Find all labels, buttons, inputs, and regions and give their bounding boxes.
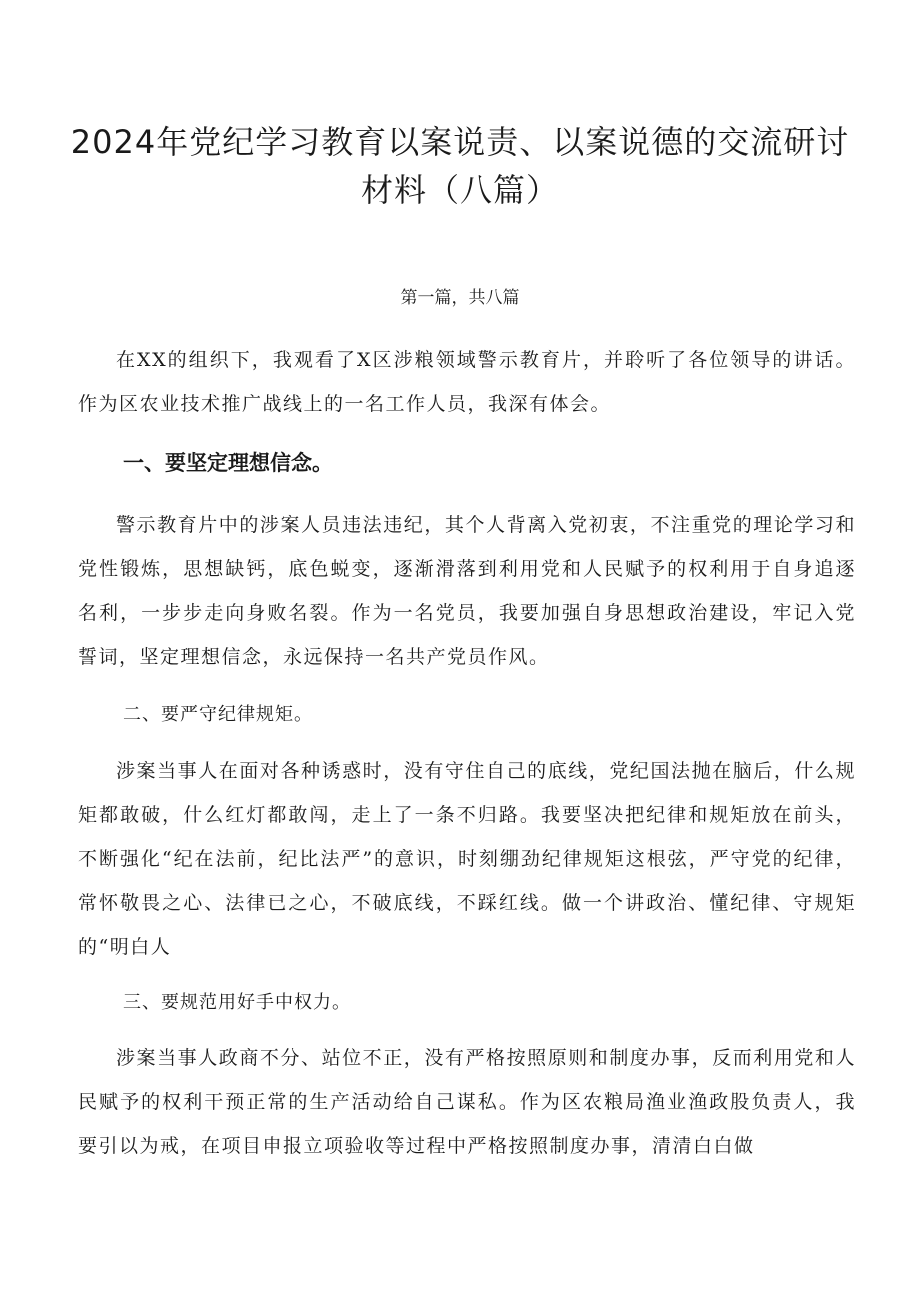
section1-heading: 一、要坚定理想信念。	[123, 451, 333, 475]
section2-heading: 二、要严守纪律规矩。	[123, 704, 313, 725]
section1-body: 警示教育片中的涉案人员违法违纪，其个人背离入党初衷，不注重党的理论学习和党性锻炼，思想缺钙，底色蜕变，逐渐滑落到利用党和人民赋予的权利用于自身追逐名利，一步步走向身败名裂。作为一名党员，我要加强自身思想政治建设，牢记入党誓词，坚定理想信念，永远保持一名共产党员作风。	[78, 514, 856, 668]
section2-body: 涉案当事人在面对各种诱惑时，没有守住自己的底线，党纪国法抛在脑后，什么规矩都敢破，什么红灯都敢闯，走上了一条不归路。我要坚决把纪律和规矩放在前头，不断强化“纪在法前，纪比法严”的意识，时刻绷劲纪律规矩这根弦，严守党的纪律，常怀敬畏之心、法律已之心，不破底线，不踩红线。做一个讲政治、懂纪律、守规矩的“明白人	[78, 760, 856, 958]
intro-paragraph: 在XX的组织下，我观看了X区涉粮领域警示教育片，并聆听了各位领导的讲话。作为区农业技术推广战线上的一名工作人员，我深有体会。	[78, 349, 856, 415]
document-title: 2024年党纪学习教育以案说责、以案说德的交流研讨材料（八篇）	[70, 123, 850, 209]
section3-heading: 三、要规范用好手中权力。	[123, 992, 351, 1013]
document-subtitle: 第一篇，共八篇	[400, 288, 520, 308]
section3-body: 涉案当事人政商不分、站位不正，没有严格按照原则和制度办事，反而利用党和人民赋予的权利干预正常的生产活动给自己谋私。作为区农粮局渔业渔政股负责人，我要引以为戒，在项目申报立项验收等过程中严格按照制度办事，清清白白做	[78, 1047, 856, 1157]
